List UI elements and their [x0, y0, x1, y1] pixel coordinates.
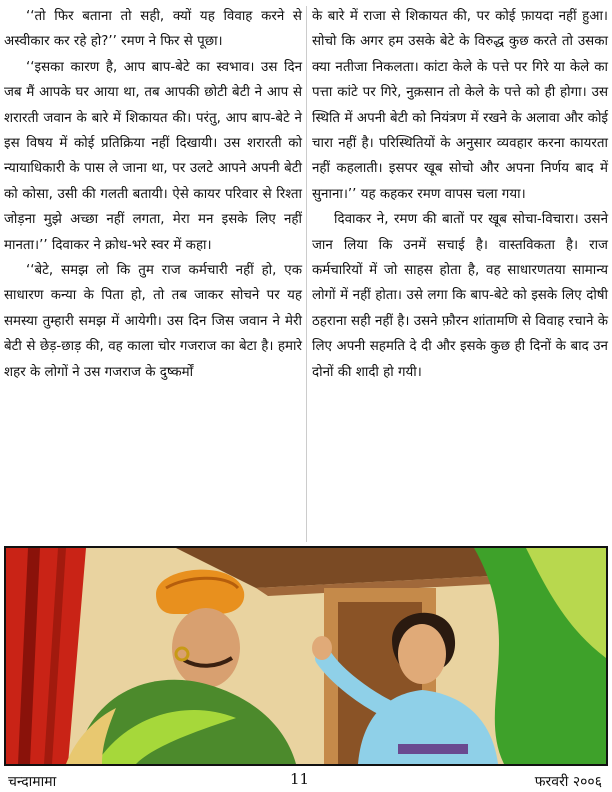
- paragraph: ‘‘बेटे, समझ लो कि तुम राज कर्मचारी नहीं हो, एक साधारण कन्या के पिता हो, तो तब जाकर सोचने पर यह समस्या तुम्हारी समझ में आयेगी। उस दिन जिस जवान ने मेरी बेटी से छेड़-छाड़ की, वह काला चोर गजराज का बेटा है। हमारे शहर के लोगों ने उस गजराज के दुष्कर्मों: [4, 263, 302, 380]
- magazine-name: चन्दामामा: [8, 774, 57, 790]
- paragraph: दिवाकर ने, रमण की बातों पर खूब सोचा-विचारा। उसने जान लिया कि उनमें सचाई है। वास्तविकता है। राज कर्मचारियों में जो साहस होता है, वह साधारणतया सामान्य लोगों में नहीं होता। उसे लगा कि बाप-बेटे को इसके लिए दोषी ठहराना सही नहीं है। उसने फ़ौरन शांतामणि से विवाह रचाने के लिए अपनी सहमति दे दी और इसके कुछ ही दिनों के बाद उन दोनों की शादी हो गयी।: [312, 212, 608, 380]
- text-column-left: [4, 4, 302, 385]
- column-divider: [306, 6, 307, 542]
- page-number: 11: [290, 770, 310, 788]
- story-illustration: [4, 546, 608, 766]
- page-footer: [0, 766, 612, 792]
- issue-date: फरवरी २००६: [534, 774, 602, 790]
- paragraph: ‘‘तो फिर बताना तो सही, क्यों यह विवाह करने से अस्वीकार कर रहे हो?’’ रमण ने फिर से पूछा।: [4, 9, 302, 50]
- paragraph: के बारे में राजा से शिकायत की, पर कोई फ़ायदा नहीं हुआ। सोचो कि अगर हम उसके बेटे के विरुद्ध कुछ करते तो उसका क्या नतीजा निकलता। कांटा केले के पत्ते पर गिरे या केले का पत्ता कांटे पर गिरे, नुक़सान तो केले के पत्ते को ही होगा। उस स्थिति में अपनी बेटी को नियंत्रण में रखने के अलावा और कोई चारा नहीं है। परिस्थितियों के अनुसार व्यवहार करना कायरता नहीं कहलाती। इसपर खूब सोचो और अपना निर्णय बाद में सुनाना।’’ यह कहकर रमण वापस चला गया।: [312, 9, 608, 202]
- paragraph: ‘‘इसका कारण है, आप बाप-बेटे का स्वभाव। उस दिन जब मैं आपके घर आया था, तब आपकी छोटी बेटी ने आप से शरारती जवान के बारे में शिकायत की। परंतु, आप बाप-बेटे ने इस विषय में कोई प्रतिक्रिया नहीं दिखायी। उस शरारती को न्यायाधिकारी के पास ले जाना था, पर उलटे आपने अपनी बेटी को कोसा, उसी की गलती बतायी। ऐसे कायर परिवार से रिश्ता जोड़ना मुझे अच्छा नहीं लगता, मेरा मन इसके लिए नहीं मानता।’’ दिवाकर ने क्रोध-भरे स्वर में कहा।: [4, 59, 302, 253]
- text-column-right: [312, 4, 608, 385]
